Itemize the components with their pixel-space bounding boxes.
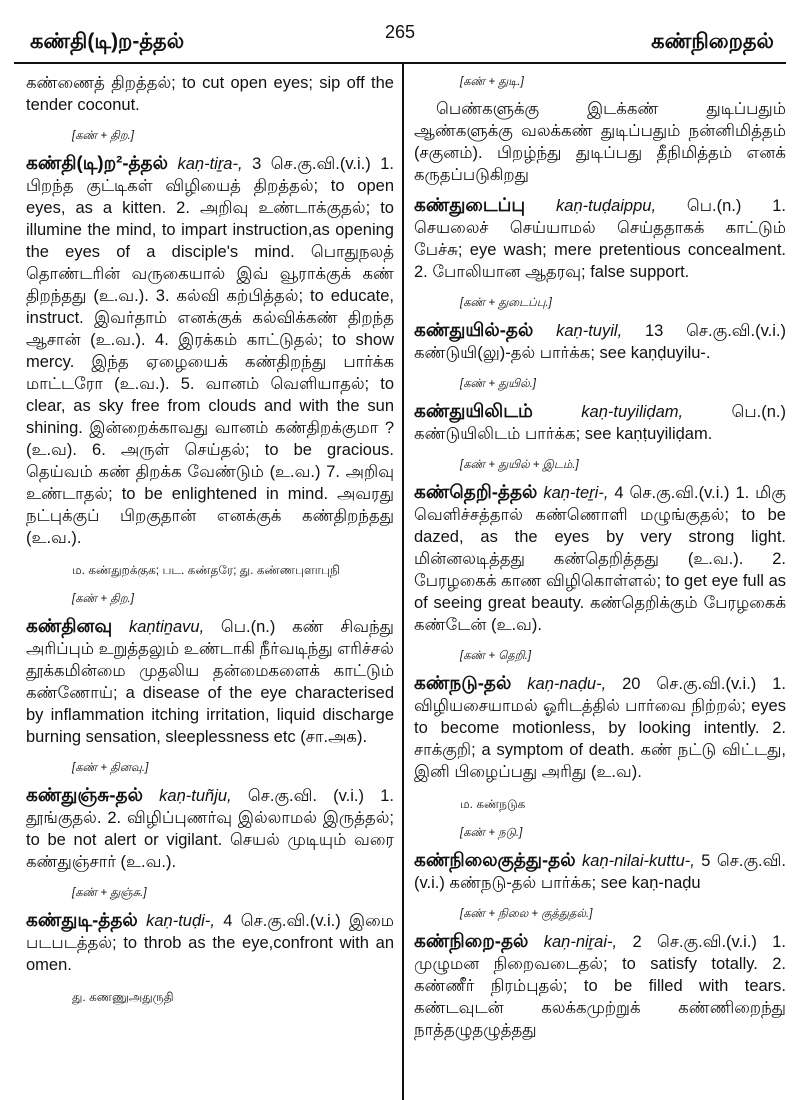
definition: 2 செ.கு.வி.(v.i.) 1. முழுமன நிறைவடைதல்; to satisfy totally. 2. கண்ணீர் நிரம்புதல்; to be filled with tears. கண்டவுடன் கலக்கமுற்றுக் கண்ணிறைந்து நாத்தழுதழுத்தது (414, 933, 786, 1039)
dictionary-entry (26, 909, 394, 976)
left-column (26, 64, 394, 1100)
headword: கண்துயிலிடம் (414, 400, 533, 421)
etymology: [கண் + துயில் + இடம்.] (460, 459, 579, 471)
headword: கண்துடைப்பு (414, 194, 526, 215)
etymology: [கண் + நடு.] (460, 827, 523, 839)
dictionary-entry (26, 152, 394, 549)
page-number: 265 (384, 22, 416, 42)
headword: கண்தினவு (26, 615, 113, 636)
transliteration: kaṇtiṉavu, (128, 618, 205, 636)
transliteration: kaṇ-nilai-kuttu-, (582, 852, 695, 870)
etymology: [கண் + துயில்.] (460, 378, 537, 390)
dictionary-entry (414, 319, 786, 364)
dictionary-entry (26, 615, 394, 748)
entry-text (414, 849, 786, 894)
cognates: ம. கண்நடுக (460, 797, 526, 811)
entry-text (26, 152, 394, 549)
entry-text (414, 930, 786, 1041)
headword: கண்தி(டி)ற²-த்தல் (26, 152, 168, 173)
etymology: [கண் + துடைப்பு.] (460, 297, 552, 309)
transliteration: kaṇ-tuḍaippu, (556, 197, 657, 215)
cognates: து. கணணுஅதுருதி (72, 990, 174, 1004)
transliteration: kaṇ-tuḍi-, (146, 912, 215, 930)
running-head-left: கண்தி(டி)ற-த்தல் (30, 30, 185, 53)
transliteration: kaṇ-teṟi-, (543, 484, 609, 502)
headword: கண்துயில்-தல் (414, 319, 534, 340)
definition: 13 செ.கு.வி.(v.i.) கண்டுயி(லு)-தல் பார்க்க; see kaṇḍuyilu-. (414, 322, 786, 362)
headword: கண்துஞ்சு-தல் (26, 784, 143, 805)
transliteration: kaṇ-tiṟa-, (177, 155, 243, 173)
transliteration: kaṇ-tuyil, (556, 322, 623, 340)
column-divider (402, 64, 404, 1100)
definition: பெ.(n.) 1. செயலைச் செய்யாமல் செய்ததாகக் காட்டும் பேச்சு; eye wash; mere pretentious concealment. 2. போலியான ஆதரவு; false support. (414, 197, 786, 281)
transliteration: kaṇ-niṟai-, (543, 933, 618, 951)
headword: கண்நடு-தல் (414, 672, 512, 693)
entry-text (414, 194, 786, 283)
headword: கண்துடி-த்தல் (26, 909, 138, 930)
headword: கண்தெறி-த்தல் (414, 481, 538, 502)
dictionary-entry (26, 784, 394, 873)
dictionary-entry (414, 672, 786, 783)
etymology: [கண் + துஞ்சு.] (72, 887, 147, 899)
entry-text (26, 909, 394, 976)
dictionary-entry (414, 481, 786, 636)
entry-text (414, 672, 786, 783)
headword: கண்நிலைகுத்து-தல் (414, 849, 576, 870)
dictionary-entry (414, 930, 786, 1041)
right-column (414, 64, 786, 1100)
etymology: [கண் + துடி.] (460, 76, 524, 88)
dictionary-entry (414, 194, 786, 283)
definition: பெ.(n.) கண்டுயிலிடம் பார்க்க; see kaṇṭuyiliḍam. (414, 403, 786, 443)
cognates: ம. கண்துறக்குக; பட. கண்தரே; து. கண்ணபுளாபுநி (72, 563, 340, 577)
transliteration: kaṇ-tuyiliḍam, (581, 403, 684, 421)
definition: 4 செ.கு.வி.(v.i.) இமை படபடத்தல்; to throb as the eye,confront with an omen. (26, 912, 394, 974)
continuation-entry (414, 98, 786, 186)
continuation-text: கண்ணைத் திறத்தல்; to cut open eyes; sip off the tender coconut. (26, 74, 394, 114)
dictionary-entry (414, 849, 786, 894)
definition: செ.கு.வி. (v.i.) 1. தூங்குதல். 2. விழிப்புணர்வு இல்லாமல் இருத்தல்; to be not alert or vigilant. செயல் முடியும் வரை கண்துஞ்சார் (உ.வ.). (26, 787, 394, 871)
continuation-entry (26, 72, 394, 116)
etymology: [கண் + திற.] (72, 130, 134, 142)
etymology: [கண் + திற.] (72, 593, 134, 605)
definition: பெ.(n.) கண் சிவந்து அரிப்பும் உறுத்தலும் உண்டாகி நீர்வடிந்து எரிச்சல் தூக்கமின்மை முதலிய தன்மைகளைக் காட்டும் கண்ணோய்; a disease of the eye characterised by inflammation itching irritation, liquid discharge burning sensation, sleeplessness etc (சா.அக). (26, 618, 394, 746)
definition: 5 செ.கு.வி.(v.i.) கண்நடு-தல் பார்க்க; see kaṇ-naḍu (414, 852, 786, 892)
etymology: [கண் + தினவு.] (72, 762, 149, 774)
entry-text (414, 400, 786, 445)
page-header (0, 0, 800, 62)
entry-text (414, 319, 786, 364)
running-head-right: கண்நிறைதல் (651, 30, 774, 53)
headword: கண்நிறை-தல் (414, 930, 529, 951)
definition: 20 செ.கு.வி.(v.i.) 1. விழியசையாமல் ஓரிடத்தில் பார்வை நிற்றல்; eyes to become motionless, by looking intently. 2. சாக்குறி; a symptom of death. கண் நட்டு விட்டது, இனி பிழைப்பது அரிது (உ.வ). (414, 675, 786, 781)
transliteration: kaṇ-naḍu-, (527, 675, 607, 693)
etymology: [கண் + தெறி.] (460, 650, 532, 662)
definition: 4 செ.கு.வி.(v.i.) 1. மிகு வெளிச்சத்தால் கண்ணொளி மழுங்குதல்; to be dazed, as the eyes by very strong light. மின்னலடித்தது கண்தெறித்தது (உ.வ.). 2. பேரழகைக் காண விழிகொள்ளல்; to get eye full as of seeing great beauty. கண்தெறிக்கும் பேரழகைக் கண்டேன் (உ.வ). (414, 484, 786, 634)
transliteration: kaṇ-tuñju, (159, 787, 232, 805)
etymology: [கண் + நிலை + குத்துதல்.] (460, 908, 593, 920)
dictionary-entry (414, 400, 786, 445)
entry-text (414, 481, 786, 636)
continuation-text: பெண்களுக்கு இடக்கண் துடிப்பதும் ஆண்களுக்கு வலக்கண் துடிப்பதும் நன்னிமித்தம் (சகுனம்). பிறழ்ந்து துடிப்பது தீநிமித்தம் எனக் கருதப்படுகிறது (414, 100, 786, 184)
entry-text (26, 615, 394, 748)
entry-text (26, 784, 394, 873)
definition: 3 செ.கு.வி.(v.i.) 1. பிறந்த குட்டிகள் விழியைத் திறத்தல்; to open eyes, as a kitten. 2. அறிவு உண்டாக்குதல்; to illumine the mind, to impart instruction,as opening the eyes of a disciple's mind. பொதுநலத் தொண்டரின் வருகையால் இவ் வூராக்குக் கண் திறந்தது (உ.வ.). 3. கல்வி கற்பித்தல்; to educate, instruct. இவர்தாம் எனக்குக் கல்விக்கண் திறந்த ஆசான் (உ.வ.). 4. இரக்கம் காட்டுதல்; to show mercy. இந்த ஏழையைக் கண்திறந்து பார்க்க மாட்டரோ (உ.வ.). 5. வானம் வெளியாதல்; to clear, as sky free from clouds and with the sun shining. இன்றைக்காவது வானம் கண்திறக்குமா ? (உ.வ). 6. அருள் செய்தல்; to be gracious. தெய்வம் கண் திறக்க வேண்டும் (உ.வ.) 7. அறிவு உண்டாதல்; to be enlightened in mind. அவரது நட்புக்குப் பிறகுதான் எனக்குக் கண்திறந்தது (உ.வ.). (26, 155, 394, 547)
